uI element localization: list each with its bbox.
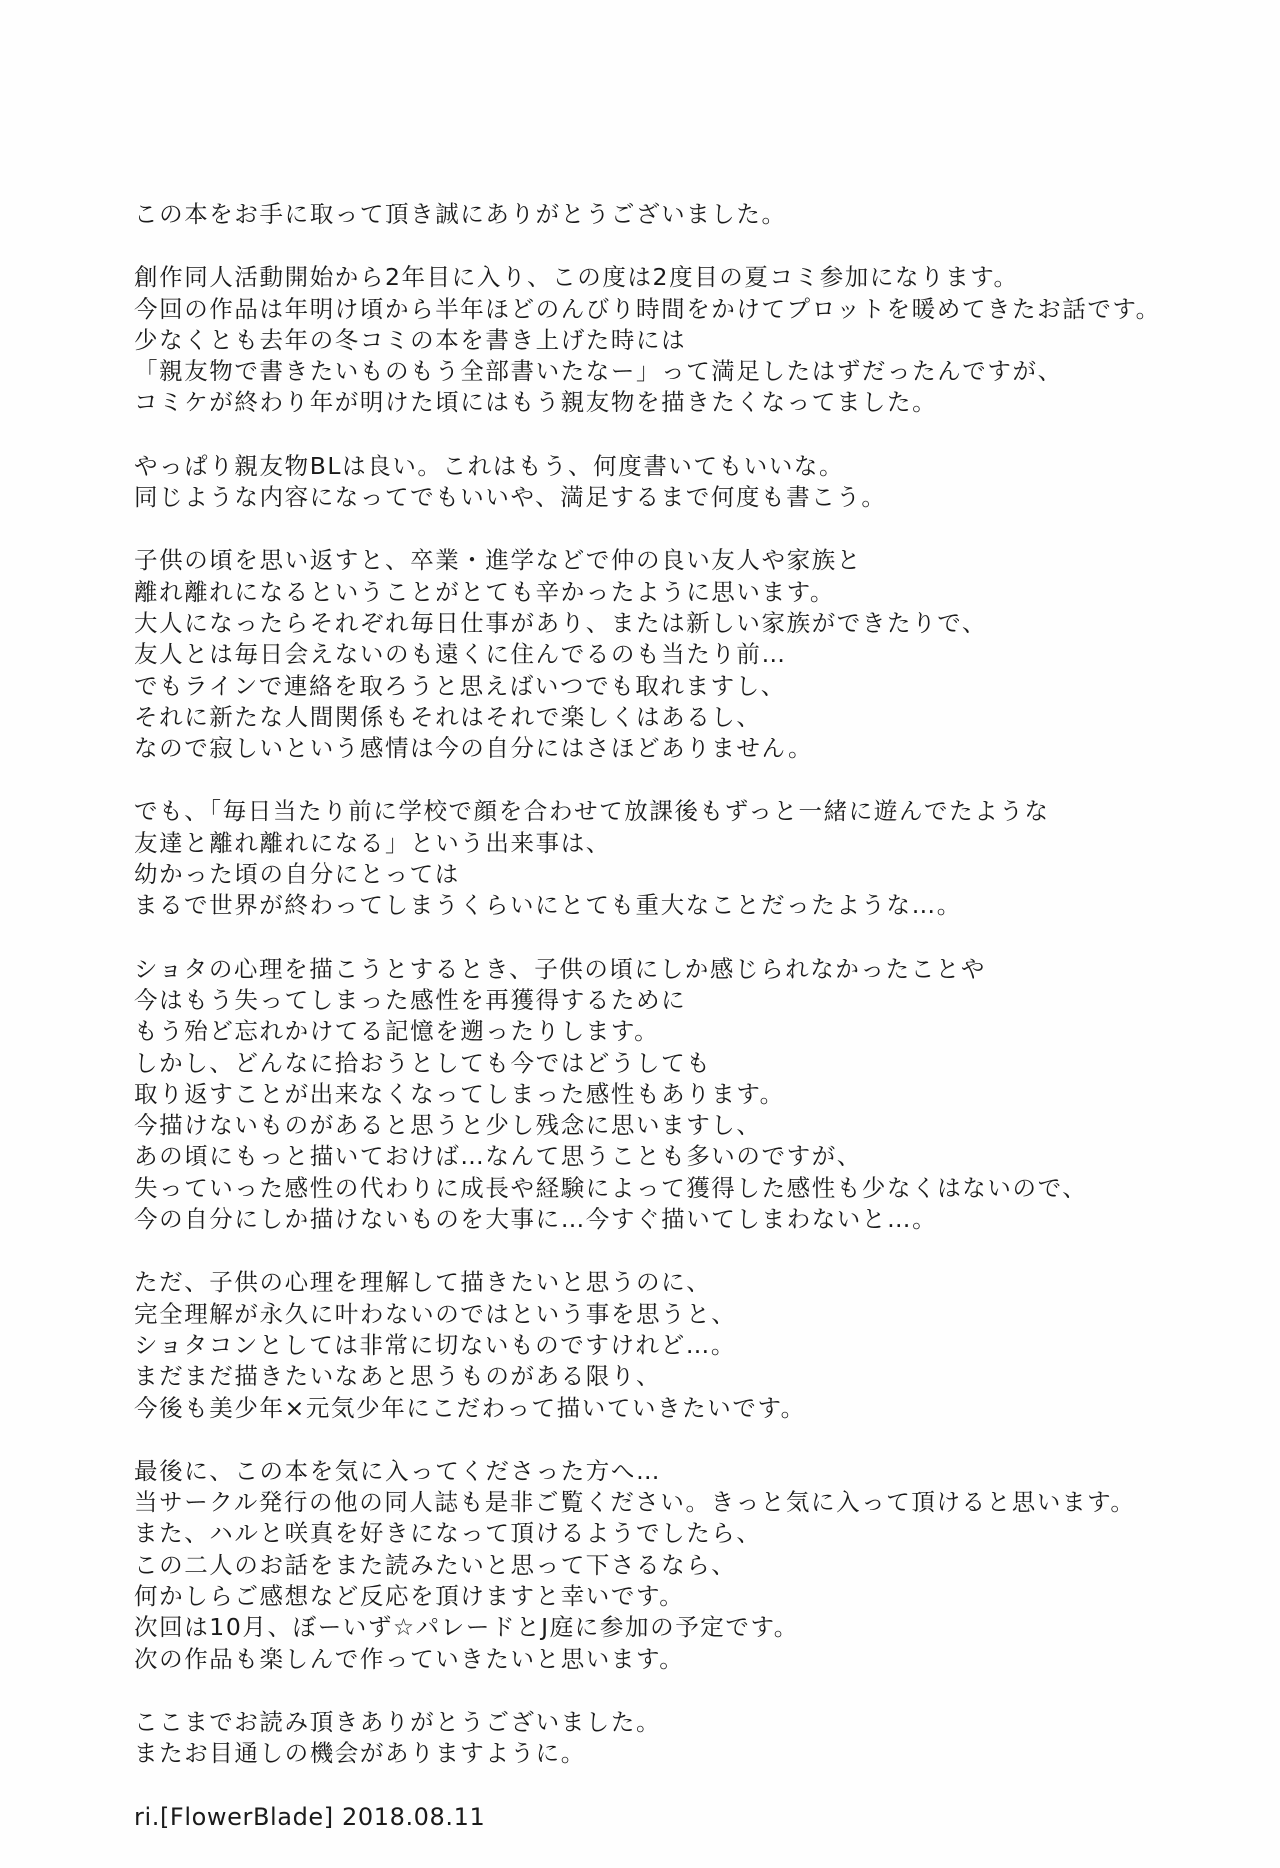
text-line: あの頃にもっと描いておけば…なんて思うことも多いのですが、 xyxy=(134,1142,862,1171)
text-line: まだまだ描きたいなあと思うものがある限り、 xyxy=(134,1362,662,1391)
afterword-paragraph xyxy=(134,451,1174,514)
text-line: 「親友物で書きたいものもう全部書いたなー」って満足したはずだったんですが、 xyxy=(134,357,1063,386)
text-line: また、ハルと咲真を好きになって頂けるようでしたら、 xyxy=(134,1519,762,1548)
afterword-paragraph xyxy=(134,199,1174,230)
text-line: 大人になったらそれぞれ毎日仕事があり、または新しい家族ができたりで、 xyxy=(134,608,987,637)
text-line: 今はもう失ってしまった感性を再獲得するために xyxy=(134,985,687,1014)
text-line: でも、「毎日当たり前に学校で顔を合わせて放課後もずっと一緒に遊んでたような xyxy=(134,797,1050,826)
text-line: この本をお手に取って頂き誠にありがとうございました。 xyxy=(134,200,787,228)
text-line: 友人とは毎日会えないのも遠くに住んでるのも当たり前… xyxy=(134,640,787,669)
afterword-paragraph xyxy=(134,1456,1174,1675)
text-line: でもラインで連絡を取ろうと思えばいつでも取れますし、 xyxy=(134,671,786,700)
text-line: 当サークル発行の他の同人誌も是非ご覧ください。きっと気に入って頂けると思います。 xyxy=(134,1488,1136,1517)
text-line: 今描けないものがあると思うと少し残念に思いますし、 xyxy=(134,1111,762,1140)
text-line: 同じような内容になってでもいいや、満足するまで何度も書こう。 xyxy=(134,483,887,512)
afterword-paragraph xyxy=(134,796,1174,921)
text-line: やっぱり親友物BLは良い。これはもう、何度書いてもいいな。 xyxy=(134,451,845,480)
text-line: 完全理解が永久に叶わないのではという事を思うと、 xyxy=(134,1299,737,1328)
afterword-paragraph xyxy=(134,1707,1174,1770)
text-line: 失っていった感性の代わりに成長や経験によって獲得した感性も少なくはないので、 xyxy=(134,1173,1088,1202)
text-line: 友達と離れ離れになる」という出来事は、 xyxy=(134,828,611,857)
author-signature: ri.[FlowerBlade] 2018.08.11 xyxy=(134,1803,486,1832)
text-line: コミケが終わり年が明けた頃にはもう親友物を描きたくなってました。 xyxy=(134,388,938,417)
text-line: この二人のお話をまた読みたいと思って下さるなら、 xyxy=(134,1550,737,1579)
text-line: しかし、どんなに拾おうとしても今ではどうしても xyxy=(134,1048,712,1077)
text-line: 今の自分にしか描けないものを大事に…今すぐ描いてしまわないと…。 xyxy=(134,1205,938,1234)
text-line: まるで世界が終わってしまうくらいにとても重大なことだったような…。 xyxy=(134,891,962,920)
text-line: 今回の作品は年明け頃から半年ほどのんびり時間をかけてプロットを暖めてきたお話です。 xyxy=(134,294,1161,323)
text-line: ただ、子供の心理を理解して描きたいと思うのに、 xyxy=(134,1268,712,1297)
text-line: もう殆ど忘れかけてる記憶を遡ったりします。 xyxy=(134,1017,660,1046)
text-line: 取り返すことが出来なくなってしまった感性もあります。 xyxy=(134,1079,785,1108)
text-line: なので寂しいという感情は今の自分にはさほどありません。 xyxy=(134,734,814,763)
text-line: 何かしらご感想など反応を頂けますと幸いです。 xyxy=(134,1581,685,1610)
afterword-paragraph xyxy=(134,262,1174,418)
text-line: 次回は10月、ぼーいず☆パレードとJ庭に参加の予定です。 xyxy=(134,1613,799,1642)
afterword-paragraph xyxy=(134,954,1174,1236)
text-line: ショタコンとしては非常に切ないものですけれど…。 xyxy=(134,1330,736,1359)
text-line: 子供の頃を思い返すと、卒業・進学などで仲の良い友人や家族と xyxy=(134,546,862,575)
afterword-paragraph xyxy=(134,1267,1174,1423)
text-line: 少なくとも去年の冬コミの本を書き上げた時には xyxy=(134,325,687,354)
text-line: 次の作品も楽しんで作っていきたいと思います。 xyxy=(134,1644,685,1673)
afterword-text xyxy=(134,199,1174,1833)
text-line: 幼かった頃の自分にとっては xyxy=(134,860,460,889)
text-line: それに新たな人間関係もそれはそれで楽しくはあるし、 xyxy=(134,702,762,731)
text-line: 創作同人活動開始から2年目に入り、この度は2度目の夏コミ参加になります。 xyxy=(134,263,1019,292)
text-line: 最後に、この本を気に入ってくださった方へ… xyxy=(134,1456,662,1485)
text-line: ここまでお読み頂きありがとうございました。 xyxy=(134,1707,662,1736)
text-line: またお目通しの機会がありますように。 xyxy=(134,1739,586,1768)
text-line: 今後も美少年×元気少年にこだわって描いていきたいです。 xyxy=(134,1393,806,1422)
text-line: 離れ離れになるということがとても辛かったように思います。 xyxy=(134,577,835,606)
text-line: ショタの心理を描こうとするとき、子供の頃にしか感じられなかったことや xyxy=(134,954,986,983)
afterword-paragraph xyxy=(134,545,1174,764)
